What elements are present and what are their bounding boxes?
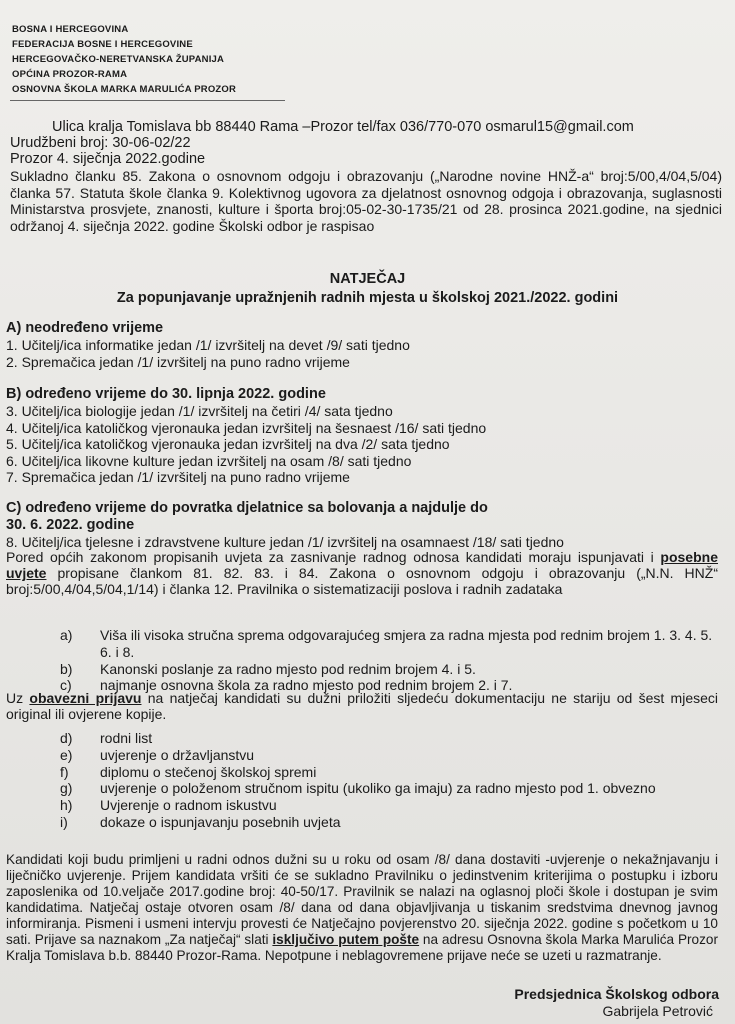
list-item <box>60 747 720 764</box>
list-item: 5. Učitelj/ica katoličkog vjeronauka jedan izvršitelj na dva /2/ sata tjedno <box>6 436 450 453</box>
section-c <box>6 500 726 551</box>
signatory-name: Gabrijela Petrović <box>602 1003 713 1019</box>
list-item <box>60 814 720 831</box>
list-item: 4. Učitelj/ica katoličkog vjeronauka jedan izvršitelj na šesnaest /16/ sati tjedno <box>6 419 487 436</box>
institution-header <box>12 22 302 97</box>
item-text: rodni list <box>100 730 153 746</box>
item-text: uvjerenje o položenom stručnom ispitu (ukoliko ga imaju) za radno mjesto pod 1. obvezno <box>100 780 656 797</box>
conditions-text-rest: propisane člankom 81. 82. 83. i 84. Zakona o osnovnom odgoju i obrazovanju („N.N. HNŽ“ broj:5/00,4/04,5/04,1/14) i članka 12. Pravilnika o sistematizaciji poslova i radnih zadataka <box>6 565 718 597</box>
list-item: 6. Učitelj/ica likovne kulture jedan izvršitelj na osam /8/ sati tjedno <box>6 452 412 469</box>
documents-list <box>60 730 720 831</box>
section-a-title: A) neodređeno vrijeme <box>6 320 164 336</box>
item-text: uvjerenje o državljanstvu <box>100 746 255 763</box>
item-text: najmanje osnovna škola za radno mjesto pod rednim brojem 2. i 7. <box>100 677 513 694</box>
list-item: 7. Spremačica jedan /1/ izvršitelj na puno radno vrijeme <box>6 469 350 486</box>
item-letter: a) <box>60 627 73 643</box>
application-text-rest: na natječaj kandidati su dužni priložiti sljedeću dokumentaciju ne stariju od šest mjeseci original ili ovjerene kopije. <box>6 690 719 722</box>
post-only-emphasis: isključivo putem pošte <box>272 932 420 947</box>
mandatory-application-emphasis: obavezni prijavu <box>29 690 142 706</box>
item-letter: h) <box>60 797 73 814</box>
item-letter: e) <box>60 746 73 763</box>
item-letter: d) <box>60 730 73 746</box>
closing-paragraph <box>6 852 718 964</box>
item-text: Uvjerenje o radnom iskustvu <box>100 797 277 814</box>
item-text: Viša ili visoka stručna sprema odgovarajućeg smjera za radna mjesta pod rednim brojem 1. 3. 4. 5. 6. i 8. <box>100 627 713 660</box>
item-text: diplomu o stečenoj školskoj spremi <box>100 763 317 780</box>
section-b <box>6 386 726 486</box>
intro-paragraph: Sukladno članku 85. Zakona o osnovnom odgoju i obrazovanju („Narodne novine HNŽ-a“ broj:5/00,4/04,5/04) članka 57. Statuta škole članka 9. Kolektivnog ugovora za djelatnost osnovnog odgoja i obrazovanja, suglasnosti Ministarstva prosvjete, znanosti, kulture i športa broj:05-02-30-1735/21 od 28. prosinca 2021.godine, na sjednici održanoj 4. siječnja 2022. godine Školski odbor je raspisao <box>10 168 722 234</box>
closing-text: Kandidati koji budu primljeni u radni odnos dužni su u roku od osam /8/ dana dostaviti -uvjerenje o nekažnjavanju i liječničko uvjerenje. Prijem kandidata vršiti će se sukladno Pravilniku o jedinstvenim kriterijima o postupku i izboru zaposlenika od 10.veljače 2017.godine broj: 40-50/17. Pravilnik se nalazi na oglasnoj ploči škole i dostupan je svim kandidatima. Natječaj ostaje otvoren osam /8/ dana od dana objavljivanja u tiskanim sredstvima dnevnog javnog informiranja. Pismeni i usmeni intervju provesti će Natječajno povjerenstvo 20. siječnja 2022. godine s početkom u 10 sati. Prijave sa naznakom „Za natječaj“ slati <box>6 852 718 947</box>
conditions-list <box>60 627 720 694</box>
item-letter: c) <box>60 677 72 694</box>
item-letter: i) <box>60 813 68 830</box>
document-subtitle: Za popunjavanje upražnjenih radnih mjesta u školskoj 2021./2022. godini <box>116 290 619 306</box>
list-item: 2. Spremačica jedan /1/ izvršitelj na puno radno vrijeme <box>6 353 350 370</box>
signature-block <box>479 986 719 1020</box>
list-item <box>60 797 720 814</box>
header-line-school: OSNOVNA ŠKOLA MARKA MARULIĆA PROZOR <box>12 84 237 95</box>
list-item <box>60 661 720 678</box>
header-divider <box>10 100 285 101</box>
list-item: 8. Učitelj/ica tjelesne i zdravstvene kulture jedan /1/ izvršitelj na osamnaest /18/ sati tjedno <box>6 534 564 550</box>
item-text: dokaze o ispunjavanju posebnih uvjeta <box>100 813 341 830</box>
title-block <box>0 270 735 307</box>
signatory-title: Predsjednica Školskog odbora <box>514 986 719 1002</box>
section-a <box>6 320 726 370</box>
application-paragraph <box>6 690 718 722</box>
list-item <box>60 780 720 797</box>
list-item <box>60 730 720 747</box>
list-item: 1. Učitelj/ica informatike jedan /1/ izvršitelj na devet /9/ sati tjedno <box>6 337 410 353</box>
registration-number: Urudžbeni broj: 30-06-02/22 <box>10 135 191 151</box>
conditions-text: Pored općih zakonom propisanih uvjeta za zasnivanje radnog odnosa kandidati moraju ispunjavati i <box>6 549 661 565</box>
document-title: NATJEČAJ <box>329 271 406 287</box>
conditions-paragraph <box>6 549 718 597</box>
list-item <box>60 627 720 661</box>
section-c-title-date: 30. 6. 2022. godine <box>6 517 135 533</box>
section-c-title: C) određeno vrijeme do povratka djelatnice sa bolovanja a najdulje do <box>6 500 488 516</box>
list-item: 3. Učitelj/ica biologije jedan /1/ izvršitelj na četiri /4/ sata tjedno <box>6 403 393 419</box>
item-letter: b) <box>60 660 73 677</box>
header-line-municipality: OPĆINA PROZOR-RAMA <box>12 69 128 80</box>
closing-text-rest: na adresu Osnovna škola Marka Marulića Prozor Kralja Tomislava b.b. 88440 Prozor-Rama. Nepotpune i neblagovremene prijave neće se uzeti u razmatranje. <box>6 932 718 963</box>
special-conditions-emphasis: posebne uvjete <box>6 549 718 581</box>
contact-block <box>10 119 730 167</box>
application-text: Uz <box>6 690 30 706</box>
document-date: Prozor 4. siječnja 2022.godine <box>10 151 206 167</box>
list-item <box>60 764 720 781</box>
item-text: Kanonski poslanje za radno mjesto pod rednim brojem 4. i 5. <box>100 660 476 677</box>
header-line-canton: HERCEGOVAČKO-NERETVANSKA ŽUPANIJA <box>12 54 225 65</box>
header-line-country: BOSNA I HERCEGOVINA <box>12 24 129 35</box>
section-b-title: B) određeno vrijeme do 30. lipnja 2022. godine <box>6 386 326 402</box>
item-letter: g) <box>60 780 73 797</box>
school-address: Ulica kralja Tomislava bb 88440 Rama –Prozor tel/fax 036/770-070 osmarul15@gmail.com <box>52 119 634 135</box>
header-line-federation: FEDERACIJA BOSNE I HERCEGOVINE <box>12 39 193 50</box>
item-letter: f) <box>60 763 69 780</box>
